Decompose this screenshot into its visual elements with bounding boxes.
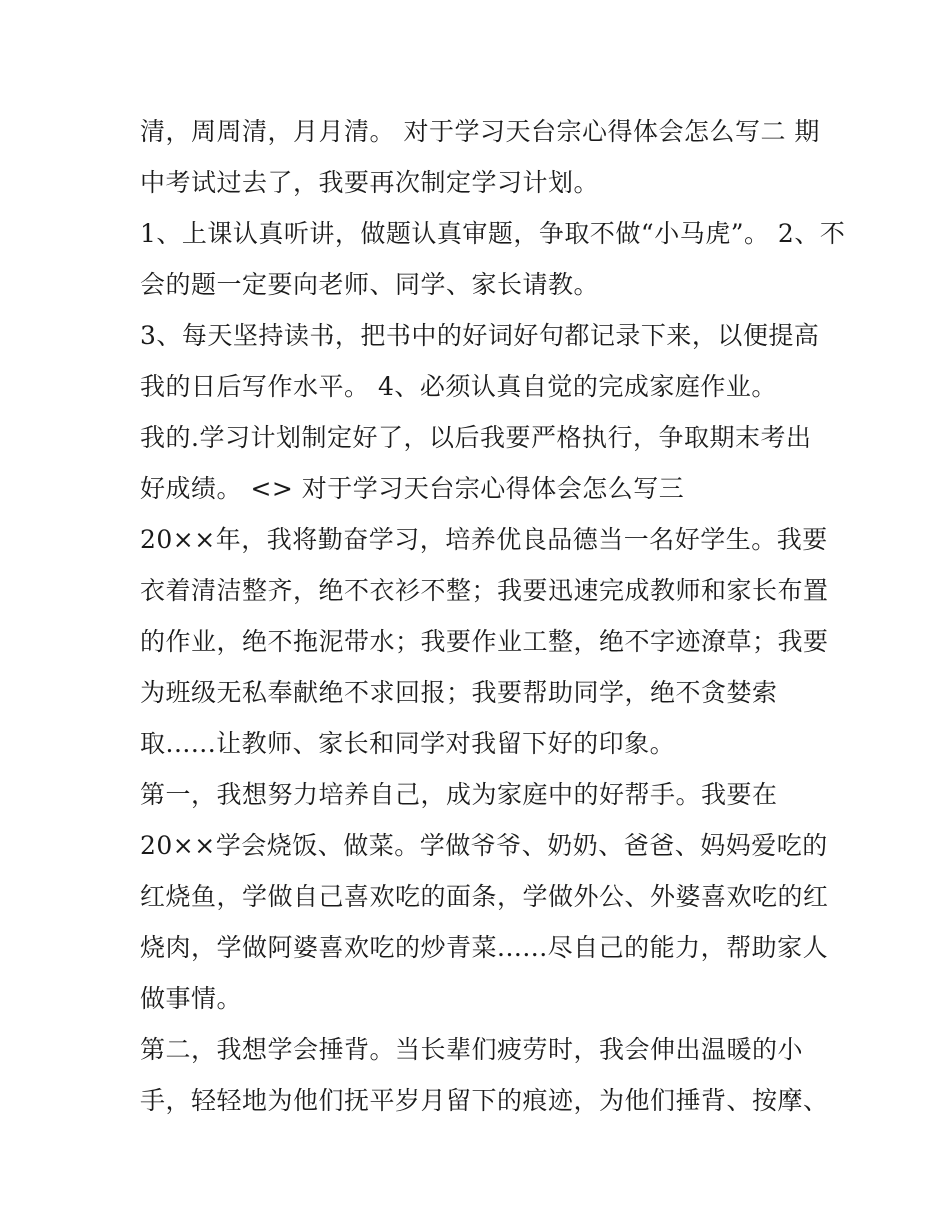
text-line: 为班级无私奉献绝不求回报；我要帮助同学，绝不贪婪索 — [140, 678, 778, 707]
text-line: 取......让教师、家长和同学对我留下好的印象。 — [140, 729, 676, 758]
text-line: 20××学会烧饭、做菜。学做爷爷、奶奶、爸爸、妈妈爱吃的 — [140, 831, 828, 860]
text-line: 1、上课认真听讲，做题认真审题，争取不做“小马虎”。 2、不 — [140, 219, 846, 248]
text-line: 的作业，绝不拖泥带水；我要作业工整，绝不字迹潦草；我要 — [140, 627, 829, 656]
text-line: 手，轻轻地为他们抚平岁月留下的痕迹，为他们捶背、按摩、 — [140, 1086, 829, 1115]
text-line: 烧肉，学做阿婆喜欢吃的炒青菜......尽自己的能力，帮助家人 — [140, 933, 829, 962]
text-line: 中考试过去了，我要再次制定学习计划。 — [140, 168, 600, 197]
text-line: 好成绩。 <> 对于学习天台宗心得体会怎么写三 — [140, 474, 685, 503]
document-body — [140, 106, 846, 1126]
text-line: 清，周周清，月月清。 对于学习天台宗心得体会怎么写二 期 — [140, 117, 820, 146]
text-line: 红烧鱼，学做自己喜欢吃的面条，学做外公、外婆喜欢吃的红 — [140, 882, 829, 911]
text-line: 3、每天坚持读书，把书中的好词好句都记录下来，以便提高 — [140, 321, 820, 350]
text-line: 第一，我想努力培养自己，成为家庭中的好帮手。我要在 — [140, 780, 778, 809]
text-line: 20××年，我将勤奋学习，培养优良品德当一名好学生。我要 — [140, 525, 828, 554]
text-line: 我的日后写作水平。 4、必须认真自觉的完成家庭作业。 — [140, 372, 777, 401]
text-line: 第二，我想学会捶背。当长辈们疲劳时，我会伸出温暖的小 — [140, 1035, 804, 1064]
text-line: 衣着清洁整齐，绝不衣衫不整；我要迅速完成教师和家长布置 — [140, 576, 829, 605]
text-line: 做事情。 — [140, 984, 243, 1013]
text-line: 会的题一定要向老师、同学、家长请教。 — [140, 270, 600, 299]
text-line: 我的.学习计划制定好了，以后我要严格执行，争取期末考出 — [140, 423, 812, 452]
